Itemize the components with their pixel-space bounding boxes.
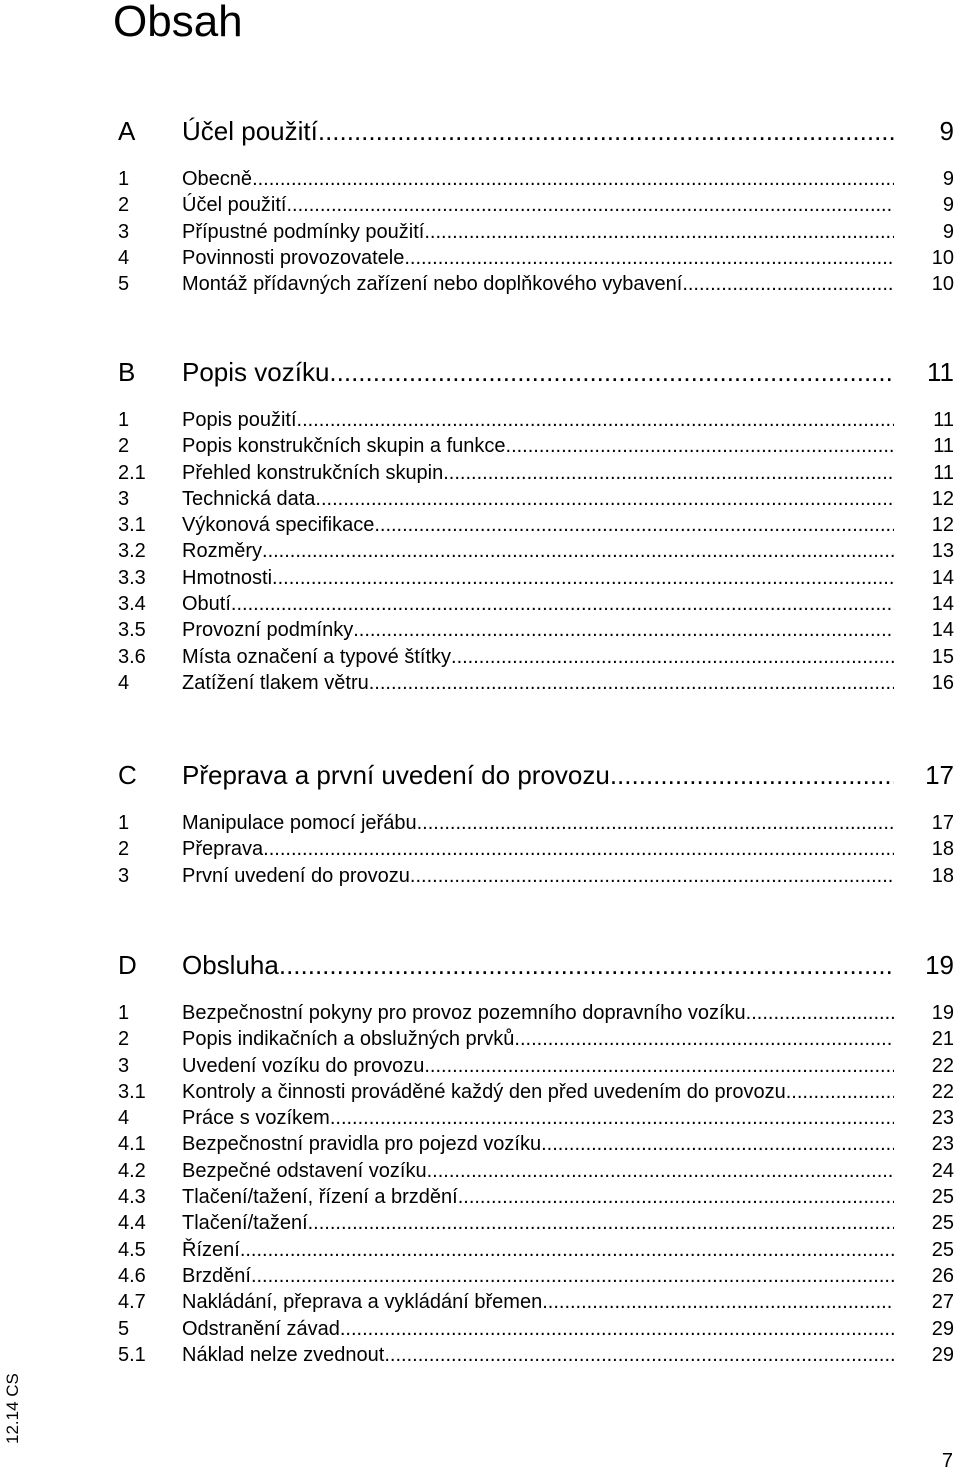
- toc-entry-title: Uvedení vozíku do provozu: [182, 1054, 425, 1077]
- toc-entry-title: Povinnosti provozovatele: [182, 246, 405, 269]
- toc-entry-number: 3: [118, 864, 130, 887]
- page-number: 7: [941, 1450, 953, 1472]
- toc-entry-title: Přeprava a první uvedení do provozu: [182, 760, 610, 790]
- toc-entry-number: 4: [118, 1107, 130, 1130]
- toc-entry[interactable]: [118, 863, 954, 889]
- toc-entry[interactable]: [118, 1105, 954, 1131]
- toc-entry-title-wrap: [182, 1026, 894, 1052]
- toc-leader-dots: [610, 758, 894, 793]
- toc-entry-title: Popis indikačních a obslužných prvků: [182, 1028, 515, 1051]
- toc-leader-dots: [240, 1237, 894, 1263]
- toc-entry-page: 22: [931, 1080, 954, 1103]
- toc-leader-dots: [410, 863, 894, 889]
- toc-entry[interactable]: [118, 617, 954, 643]
- toc-entry-number: 3.5: [118, 619, 146, 642]
- toc-entry-page: 17: [925, 760, 954, 790]
- toc-entry-title-wrap: [182, 1131, 894, 1157]
- toc-entry-number: 4.4: [118, 1212, 146, 1235]
- toc-leader-dots: [682, 271, 894, 297]
- toc-section-heading[interactable]: [118, 948, 954, 983]
- toc-section: [118, 758, 954, 889]
- toc-leader-dots: [541, 1131, 894, 1157]
- toc-entry-page: 29: [931, 1317, 954, 1340]
- toc-entry-number: 3.1: [118, 514, 146, 537]
- toc-entry-number: 1: [118, 168, 130, 190]
- toc-entry-page: 16: [931, 671, 954, 694]
- toc-entry-number: 2: [118, 1028, 130, 1051]
- toc-entry-page: 19: [931, 1002, 954, 1024]
- toc-entry-title-wrap: [182, 617, 894, 643]
- toc-entry-title: Účel použití: [182, 116, 318, 146]
- toc-leader-dots: [514, 1026, 894, 1052]
- toc-entry-page: 26: [931, 1264, 954, 1287]
- toc-entry-page: 12: [931, 514, 954, 537]
- toc-entry-number: C: [118, 760, 137, 790]
- toc-entry-title: Zatížení tlakem větru: [182, 671, 369, 694]
- toc-section: [118, 948, 954, 1368]
- toc-entry-number: D: [118, 950, 137, 980]
- toc-entry-title-wrap: [182, 565, 894, 591]
- toc-entry-page: 18: [931, 838, 954, 861]
- toc-entry-number: 4.6: [118, 1264, 146, 1287]
- toc-entry-page: 12: [931, 487, 954, 510]
- toc-section: [118, 355, 954, 696]
- toc-entry[interactable]: [118, 836, 954, 862]
- toc-entry-title-wrap: [182, 271, 894, 297]
- toc-leader-dots: [318, 114, 894, 149]
- toc-entry-page: 14: [931, 566, 954, 589]
- toc-entry-title: Tlačení/tažení: [182, 1212, 308, 1235]
- toc-entry-number: 3.2: [118, 540, 146, 563]
- toc-entry-title-wrap: [182, 407, 894, 433]
- toc-leader-dots: [369, 670, 894, 696]
- toc-entry-number: 3.1: [118, 1080, 146, 1103]
- toc-leader-dots: [297, 407, 894, 433]
- toc-entry-title: Bezpečnostní pokyny pro provoz pozemního dopravního vozíku: [182, 1002, 746, 1024]
- toc-entry-title-wrap: [182, 486, 894, 512]
- toc-entry[interactable]: [118, 810, 954, 836]
- toc-entry[interactable]: [118, 538, 954, 564]
- toc-entry-page: 11: [933, 461, 954, 484]
- toc-entry-title: Náklad nelze zvednout: [182, 1343, 385, 1366]
- toc-entry-title: Brzdění: [182, 1264, 251, 1287]
- toc-entry-page: 15: [931, 645, 954, 668]
- toc-entry-number: 4.7: [118, 1291, 146, 1314]
- toc-entry-title-wrap: [182, 1342, 894, 1368]
- toc-entry-title-wrap: [182, 114, 894, 149]
- toc-entry-title-wrap: [182, 512, 894, 538]
- toc-entry-number: 3.3: [118, 566, 146, 589]
- toc-entry-title: Přípustné podmínky použití: [182, 220, 425, 243]
- toc-entry-title-wrap: [182, 1105, 894, 1131]
- toc-entry-number: 4.5: [118, 1238, 146, 1261]
- toc-entry-title-wrap: [182, 1289, 894, 1315]
- toc-entry-title: Obutí: [182, 593, 231, 616]
- toc-entry[interactable]: [118, 219, 954, 245]
- toc-entry[interactable]: [118, 407, 954, 433]
- toc-entry-title-wrap: [182, 1079, 894, 1105]
- toc-section: [118, 114, 954, 297]
- toc-entry[interactable]: [118, 565, 954, 591]
- toc-entry-number: 5: [118, 1317, 130, 1340]
- toc-section-heading[interactable]: [118, 355, 954, 390]
- toc-entry-title-wrap: [182, 836, 894, 862]
- toc-leader-dots: [340, 1316, 894, 1342]
- toc-entry[interactable]: [118, 591, 954, 617]
- toc-entry-title-wrap: [182, 538, 894, 564]
- toc-entry-title: Odstranění závad: [182, 1317, 340, 1340]
- toc-entry-page: 14: [931, 593, 954, 616]
- toc-entry-number: 2: [118, 838, 130, 861]
- toc-leader-dots: [458, 1184, 894, 1210]
- toc-leader-dots: [506, 433, 894, 459]
- toc-leader-dots: [451, 644, 894, 670]
- toc-leader-dots: [404, 245, 894, 271]
- toc-leader-dots: [308, 1210, 894, 1236]
- toc-leader-dots: [329, 355, 894, 390]
- toc-leader-dots: [279, 948, 894, 983]
- toc-entry-title: Popis konstrukčních skupin a funkce: [182, 435, 506, 458]
- toc-entry-page: 11: [933, 435, 954, 458]
- toc-entry-number: 3: [118, 220, 130, 243]
- toc-entry-page: 11: [933, 409, 954, 431]
- toc-leader-dots: [786, 1079, 894, 1105]
- toc-entry[interactable]: [118, 1158, 954, 1184]
- toc-entry[interactable]: [118, 1210, 954, 1236]
- toc-entry[interactable]: [118, 433, 954, 459]
- toc-entry[interactable]: [118, 1053, 954, 1079]
- toc-entry-title: Technická data: [182, 487, 316, 510]
- toc-entry[interactable]: [118, 1131, 954, 1157]
- toc-leader-dots: [746, 1000, 894, 1026]
- toc-entry-number: 3: [118, 1054, 130, 1077]
- toc-leader-dots: [424, 219, 894, 245]
- toc-entry[interactable]: [118, 1289, 954, 1315]
- toc-entry[interactable]: [118, 1316, 954, 1342]
- toc-entry-number: 1: [118, 409, 130, 431]
- toc-leader-dots: [384, 1342, 894, 1368]
- toc-entry[interactable]: [118, 1342, 954, 1368]
- toc-leader-dots: [374, 512, 894, 538]
- toc-entry-number: 3: [118, 487, 130, 510]
- toc-entry-page: 9: [942, 194, 954, 217]
- toc-entry-title: Obsluha: [182, 950, 279, 980]
- toc-entry-title-wrap: [182, 644, 894, 670]
- toc-entry[interactable]: [118, 1184, 954, 1210]
- toc-entry-number: 5: [118, 273, 130, 296]
- toc-entry-number: 5.1: [118, 1343, 146, 1366]
- toc-entry-title: Rozměry: [182, 540, 263, 563]
- toc-entry-number: 3.6: [118, 645, 146, 668]
- toc-entry-title: Montáž přídavných zařízení nebo doplňkového vybavení: [182, 273, 683, 296]
- toc-entry-title-wrap: [182, 591, 894, 617]
- toc-leader-dots: [252, 166, 894, 192]
- toc-entry-page: 14: [931, 619, 954, 642]
- toc-entry-page: 9: [942, 168, 954, 190]
- toc-entry-number: A: [118, 116, 136, 146]
- toc-entry-title: Obecně: [182, 168, 253, 190]
- toc-entry[interactable]: [118, 271, 954, 297]
- toc-entry-number: B: [118, 357, 136, 387]
- toc-entry-page: 29: [931, 1343, 954, 1366]
- toc-leader-dots: [272, 565, 894, 591]
- toc-leader-dots: [315, 486, 894, 512]
- toc-entry-title: Účel použití: [182, 194, 287, 217]
- toc-entry-page: 17: [931, 812, 954, 834]
- toc-entry[interactable]: [118, 245, 954, 271]
- toc-entry-title-wrap: [182, 1237, 894, 1263]
- toc-entry-title-wrap: [182, 1210, 894, 1236]
- toc-leader-dots: [353, 617, 894, 643]
- toc-entry-title: Provozní podmínky: [182, 619, 354, 642]
- toc-leader-dots: [231, 591, 894, 617]
- toc-leader-dots: [443, 460, 894, 486]
- document-revision-text: 12.14 CS: [3, 1373, 22, 1444]
- toc-entry-page: 25: [931, 1186, 954, 1209]
- toc-entry-title: Hmotnosti: [182, 566, 273, 589]
- toc-entry[interactable]: [118, 192, 954, 218]
- toc-leader-dots: [262, 538, 894, 564]
- toc-entry-title: Práce s vozíkem: [182, 1107, 330, 1130]
- toc-entry-page: 23: [931, 1133, 954, 1156]
- toc-entry-title-wrap: [182, 355, 894, 390]
- toc-entry-title-wrap: [182, 810, 894, 836]
- toc-entry-number: 2.1: [118, 461, 146, 484]
- toc-entry-title-wrap: [182, 1158, 894, 1184]
- toc-leader-dots: [287, 192, 895, 218]
- toc-entry-title: Přeprava: [182, 838, 264, 861]
- toc-entry-title-wrap: [182, 863, 894, 889]
- toc-entry-title-wrap: [182, 1000, 894, 1026]
- toc-entry-title: Bezpečnostní pravidla pro pojezd vozíku: [182, 1133, 542, 1156]
- toc-leader-dots: [417, 810, 894, 836]
- toc-entry[interactable]: [118, 1026, 954, 1052]
- toc-entry-number: 4.2: [118, 1159, 146, 1182]
- toc-entry-page: 23: [931, 1107, 954, 1130]
- toc-entry-page: 25: [931, 1238, 954, 1261]
- toc-entry[interactable]: [118, 1263, 954, 1289]
- toc-entry[interactable]: [118, 512, 954, 538]
- toc-entry[interactable]: [118, 670, 954, 696]
- toc-entry-title-wrap: [182, 758, 894, 793]
- toc-entry-title: Místa označení a typové štítky: [182, 645, 452, 668]
- toc-entry-number: 4: [118, 671, 130, 694]
- toc-entry-page: 22: [931, 1054, 954, 1077]
- toc-entry-page: 18: [931, 864, 954, 887]
- toc-entry-title: První uvedení do provozu: [182, 864, 410, 887]
- toc-entry-title: Řízení: [182, 1238, 240, 1261]
- toc-entry-title-wrap: [182, 192, 894, 218]
- toc-leader-dots: [424, 1053, 894, 1079]
- toc-entry-page: 10: [931, 273, 954, 296]
- toc-entry-title-wrap: [182, 948, 894, 983]
- toc-entry-page: 21: [931, 1028, 954, 1051]
- toc-leader-dots: [542, 1289, 894, 1315]
- toc-entry-title-wrap: [182, 166, 894, 192]
- toc-entry-page: 24: [931, 1159, 954, 1182]
- toc-entry-title-wrap: [182, 1316, 894, 1342]
- toc-entry-page: 19: [925, 950, 954, 980]
- toc-section-heading[interactable]: [118, 758, 954, 793]
- toc-entry-number: 4.1: [118, 1133, 146, 1156]
- toc-entry-title-wrap: [182, 670, 894, 696]
- toc-entry-title-wrap: [182, 433, 894, 459]
- toc-entry-number: 2: [118, 435, 130, 458]
- toc-section-heading[interactable]: [118, 114, 954, 149]
- toc-entry-title: Popis vozíku: [182, 357, 330, 387]
- page-title: Obsah: [113, 0, 243, 46]
- toc-leader-dots: [427, 1158, 894, 1184]
- toc-entry[interactable]: [118, 486, 954, 512]
- toc-entry-title: Kontroly a činnosti prováděné každý den před uvedením do provozu: [182, 1080, 786, 1103]
- toc-entry[interactable]: [118, 1079, 954, 1105]
- toc-entry-number: 1: [118, 1002, 130, 1024]
- toc-entry-number: 1: [118, 812, 130, 834]
- toc-entry-title: Manipulace pomocí jeřábu: [182, 812, 417, 834]
- toc-entry-title: Nakládání, přeprava a vykládání břemen: [182, 1291, 543, 1314]
- toc-entry-title-wrap: [182, 1184, 894, 1210]
- toc-entry-title-wrap: [182, 1053, 894, 1079]
- toc-entry-title: Tlačení/tažení, řízení a brzdění: [182, 1186, 458, 1209]
- toc-entry-number: 4: [118, 246, 130, 269]
- toc-entry-title: Výkonová specifikace: [182, 514, 375, 537]
- toc-entry[interactable]: [118, 644, 954, 670]
- toc-entry-page: 9: [942, 220, 954, 243]
- toc-entry-title-wrap: [182, 1263, 894, 1289]
- toc-leader-dots: [330, 1105, 894, 1131]
- toc-entry[interactable]: [118, 1237, 954, 1263]
- toc-entry-title: Popis použití: [182, 409, 297, 431]
- toc-entry-title: Bezpečné odstavení vozíku: [182, 1159, 427, 1182]
- toc-entry-page: 13: [931, 540, 954, 563]
- toc-entry[interactable]: [118, 460, 954, 486]
- toc-entry-page: 10: [931, 246, 954, 269]
- toc-entry[interactable]: [118, 1000, 954, 1026]
- toc-entry-number: 2: [118, 194, 130, 217]
- toc-leader-dots: [263, 836, 894, 862]
- toc-entry-page: 27: [931, 1291, 954, 1314]
- toc-entry-title-wrap: [182, 219, 894, 245]
- toc-entry-number: 3.4: [118, 593, 146, 616]
- toc-entry-number: 4.3: [118, 1186, 146, 1209]
- toc-entry-page: 11: [927, 357, 954, 387]
- toc-leader-dots: [251, 1263, 894, 1289]
- toc-entry-title: Přehled konstrukčních skupin: [182, 461, 444, 484]
- document-revision-label: [0, 1370, 30, 1444]
- toc-entry-title-wrap: [182, 245, 894, 271]
- toc-entry[interactable]: [118, 166, 954, 192]
- toc-entry-title-wrap: [182, 460, 894, 486]
- toc-entry-page: 9: [939, 116, 954, 146]
- toc-entry-page: 25: [931, 1212, 954, 1235]
